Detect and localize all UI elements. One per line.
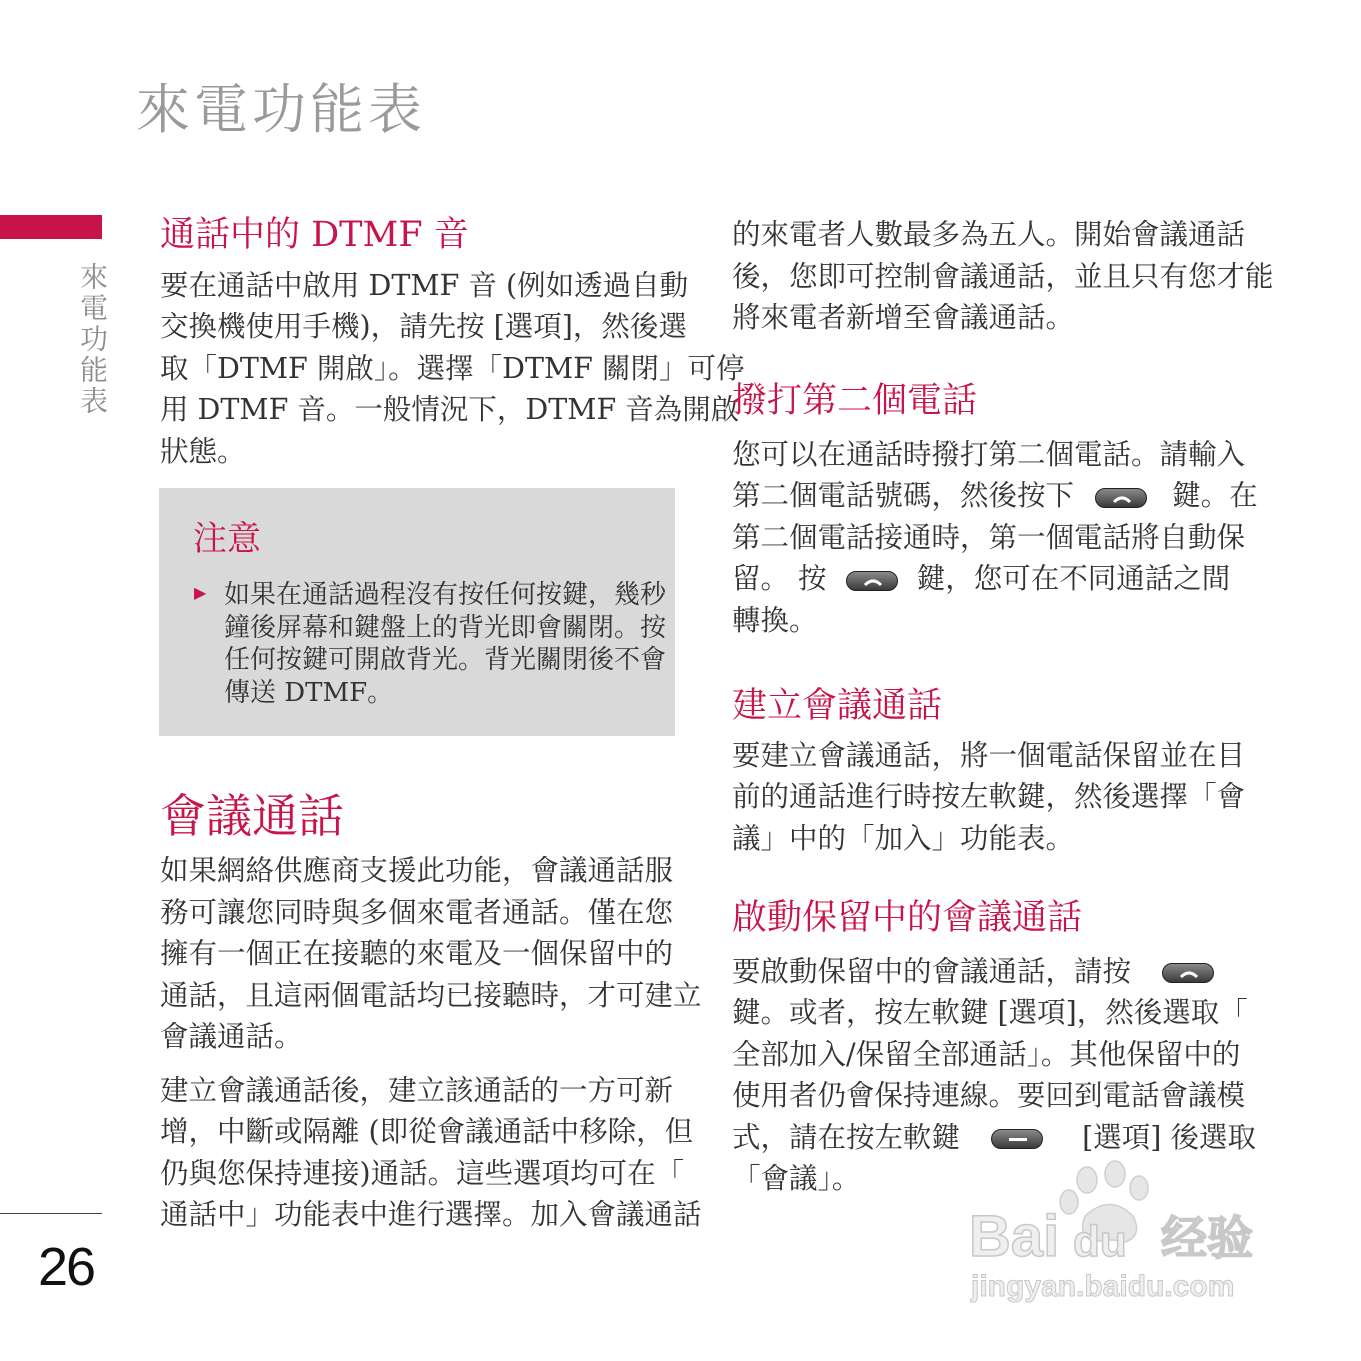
activate-line — [732, 1117, 1256, 1159]
conference-para-1 — [160, 850, 702, 1058]
create-conference-section — [732, 685, 1252, 859]
conference-continued — [732, 214, 1274, 339]
conference-line: 擁有一個正在接聽的來電及一個保留中的 — [160, 937, 674, 971]
watermark-brand: Bai — [969, 1204, 1060, 1269]
second-call-line — [732, 475, 1258, 517]
second-call-text: 鍵。在 — [1172, 479, 1258, 513]
create-conference-heading: 建立會議通話 — [732, 686, 943, 726]
activate-line: 使用者仍會保持連線。要回到電話會議模 — [732, 1079, 1246, 1113]
activate-text: 要啟動保留中的會議通話，請按 — [732, 954, 1132, 988]
note-line: 任何按鍵可開啟背光。背光關閉後不會 — [224, 645, 667, 675]
activate-text: [選項] 後選取 — [1082, 1120, 1256, 1154]
dtmf-line: 取「DTMF 開啟」。選擇「DTMF 關閉」可停 — [160, 351, 745, 385]
second-call-text: 第二個電話號碼，然後按下 — [732, 479, 1075, 513]
conference-section — [160, 789, 702, 1236]
second-call-section — [732, 380, 1258, 641]
dtmf-line: 要在通話中啟用 DTMF 音 (例如透過自動 — [160, 268, 689, 302]
right-column — [732, 214, 1274, 339]
dtmf-line: 交換機使用手機)，請先按 [選項]，然後選 — [160, 310, 687, 344]
left-soft-key-icon — [991, 1129, 1043, 1149]
side-section-label: 來電功能表 — [76, 262, 109, 417]
conference-line: 務可讓您同時與多個來電者通話。僅在您 — [160, 895, 674, 929]
note-line: 鐘後屏幕和鍵盤上的背光即會關閉。按 — [224, 612, 667, 643]
page-title: 來電功能表 — [136, 78, 426, 141]
activate-text: 式，請在按左軟鍵 — [732, 1120, 961, 1154]
note-line: 傳送 DTMF。 — [224, 677, 394, 708]
send-key-icon — [1095, 488, 1147, 508]
conference-line: 仍與您保持連接)通話。這些選項均可在「 — [160, 1156, 685, 1190]
send-key-slot — [1083, 488, 1163, 508]
footer-divider — [0, 1213, 102, 1214]
conference-cont-line: 後，您即可控制會議通話，並且只有您才能 — [732, 259, 1274, 293]
dtmf-body — [160, 265, 745, 473]
send-key-slot — [1140, 963, 1220, 983]
dtmf-line: 用 DTMF 音。一般情況下，DTMF 音為開啟 — [160, 393, 740, 427]
note-line: 如果在通話過程沒有按任何按鍵，幾秒 — [224, 580, 667, 610]
send-key-slot — [836, 571, 908, 591]
conference-line: 增，中斷或隔離 (即從會議通話中移除，但 — [160, 1115, 694, 1149]
side-accent-bar — [0, 215, 102, 239]
left-column — [160, 214, 745, 472]
conference-heading: 會議通話 — [160, 789, 344, 843]
dtmf-heading: 通話中的 DTMF 音 — [160, 215, 469, 255]
activate-line: 全部加入/保留全部通話」。其他保留中的 — [732, 1037, 1241, 1071]
activate-line: 「會議」。 — [732, 1162, 861, 1196]
conference-line: 會議通話。 — [160, 1020, 303, 1054]
watermark-brand-du: du — [1073, 1217, 1127, 1266]
second-call-line — [732, 558, 1252, 600]
create-conference-line: 議」中的「加入」功能表。 — [732, 821, 1075, 855]
second-call-text: 鍵，您可在不同通話之間 — [916, 562, 1231, 596]
conference-para-2 — [160, 1070, 702, 1236]
conference-line: 通話，且這兩個電話均已接聽時，才可建立 — [160, 978, 702, 1012]
second-call-body — [732, 434, 1258, 642]
page-number: 26 — [38, 1237, 95, 1297]
note-title: 注意 — [193, 519, 261, 559]
conference-line: 建立會議通話後，建立該通話的一方可新 — [160, 1073, 674, 1107]
activate-conference-heading: 啟動保留中的會議通話 — [732, 898, 1083, 938]
conference-line: 通話中」功能表中進行選擇。加入會議通話 — [160, 1198, 702, 1232]
dtmf-line: 狀態。 — [160, 434, 246, 468]
soft-key-slot — [969, 1129, 1073, 1149]
baidu-watermark — [965, 1158, 1285, 1308]
second-call-line: 轉換。 — [732, 603, 818, 637]
second-call-text: 留。 按 — [732, 562, 827, 596]
create-conference-line: 要建立會議通話，將一個電話保留並在目 — [732, 738, 1246, 772]
second-call-line: 第二個電話接通時，第一個電話將自動保 — [732, 520, 1246, 554]
create-conference-body — [732, 735, 1252, 860]
watermark-url: jingyan.baidu.com — [971, 1270, 1235, 1303]
second-call-heading: 撥打第二個電話 — [732, 381, 978, 421]
send-key-icon — [1162, 963, 1214, 983]
create-conference-line: 前的通話進行時按左軟鍵，然後選擇「會 — [732, 780, 1246, 814]
second-call-line: 您可以在通話時撥打第二個電話。請輸入 — [732, 437, 1246, 471]
activate-line: 鍵。或者，按左軟鍵 [選項]，然後選取「 — [732, 996, 1248, 1030]
note-body — [224, 579, 667, 709]
conference-cont-line: 的來電者人數最多為五人。開始會議通話 — [732, 218, 1246, 251]
conference-line: 如果網絡供應商支援此功能，會議通話服 — [160, 854, 674, 888]
triangle-bullet-icon: ▶ — [194, 583, 207, 602]
conference-cont-line: 將來電者新增至會議通話。 — [732, 301, 1075, 334]
activate-conference-section — [732, 897, 1256, 1200]
send-key-icon — [846, 571, 898, 591]
watermark-suffix: 经验 — [1161, 1211, 1253, 1265]
activate-line — [732, 951, 1252, 993]
